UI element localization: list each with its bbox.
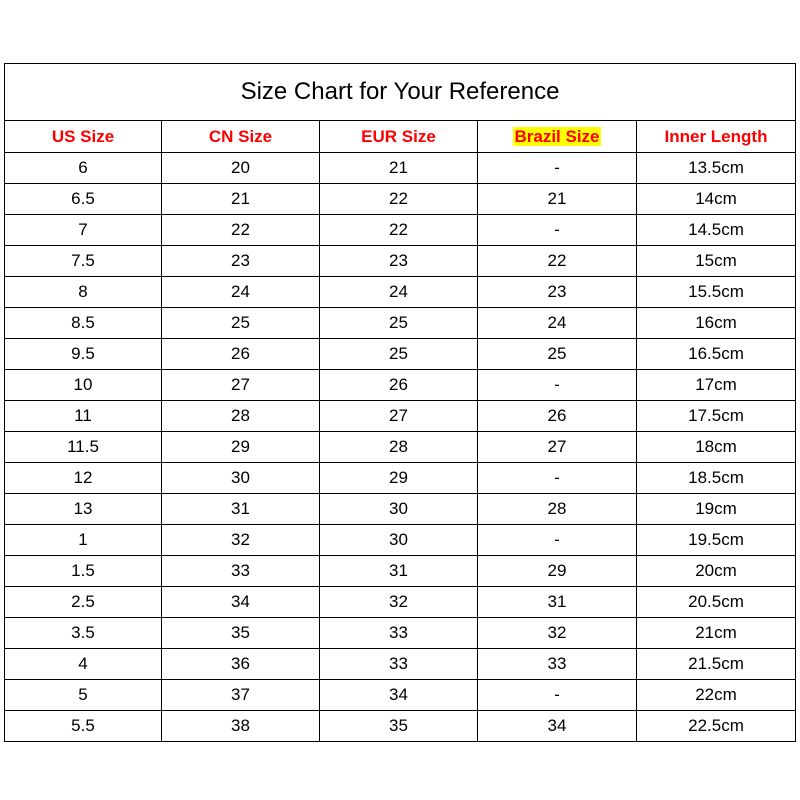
table-row [5, 246, 796, 277]
us-size-cell: 6 [5, 153, 162, 184]
eur-size-cell: 32 [320, 587, 478, 618]
brazil-size-cell: 29 [478, 556, 637, 587]
table-row [5, 680, 796, 711]
eur-size-cell: 30 [320, 494, 478, 525]
table-row [5, 401, 796, 432]
inner-length-cell: 15.5cm [637, 277, 796, 308]
brazil-size-cell: - [478, 463, 637, 494]
header-row [5, 121, 796, 153]
eur-size-cell: 28 [320, 432, 478, 463]
inner-length-cell: 21.5cm [637, 649, 796, 680]
inner-length-cell: 17cm [637, 370, 796, 401]
cn-size-cell: 38 [162, 711, 320, 742]
eur-size-cell: 21 [320, 153, 478, 184]
us-size-cell: 7 [5, 215, 162, 246]
eur-size-cell: 25 [320, 308, 478, 339]
cn-size-cell: 21 [162, 184, 320, 215]
us-size-cell: 1 [5, 525, 162, 556]
us-size-cell: 5 [5, 680, 162, 711]
cn-size-cell: 26 [162, 339, 320, 370]
table-row [5, 153, 796, 184]
brazil-size-cell: 31 [478, 587, 637, 618]
brazil-size-cell: 23 [478, 277, 637, 308]
brazil-size-cell: 33 [478, 649, 637, 680]
eur-size-cell: 24 [320, 277, 478, 308]
table-row [5, 649, 796, 680]
table-row [5, 587, 796, 618]
us-size-cell: 9.5 [5, 339, 162, 370]
cn-size-cell: 35 [162, 618, 320, 649]
brazil-size-cell: 26 [478, 401, 637, 432]
eur-size-cell: 27 [320, 401, 478, 432]
us-size-cell: 13 [5, 494, 162, 525]
inner-length-cell: 14.5cm [637, 215, 796, 246]
cn-size-cell: 29 [162, 432, 320, 463]
brazil-size-cell: - [478, 370, 637, 401]
us-size-cell: 5.5 [5, 711, 162, 742]
inner-length-cell: 19cm [637, 494, 796, 525]
us-size-cell: 3.5 [5, 618, 162, 649]
title-row [5, 64, 796, 121]
brazil-size-cell: 22 [478, 246, 637, 277]
cn-size-cell: 27 [162, 370, 320, 401]
us-size-cell: 2.5 [5, 587, 162, 618]
eur-size-cell: 33 [320, 649, 478, 680]
eur-size-cell: 34 [320, 680, 478, 711]
cn-size-cell: 30 [162, 463, 320, 494]
inner-length-cell: 18cm [637, 432, 796, 463]
table-row [5, 494, 796, 525]
eur-size-cell: 22 [320, 184, 478, 215]
brazil-size-highlight: Brazil Size [514, 126, 600, 146]
header-us-size: US Size [5, 121, 162, 153]
cn-size-cell: 20 [162, 153, 320, 184]
brazil-size-cell: 27 [478, 432, 637, 463]
header-cn-size: CN Size [162, 121, 320, 153]
eur-size-cell: 22 [320, 215, 478, 246]
table-row [5, 525, 796, 556]
header-brazil-size [478, 121, 637, 153]
table-row [5, 463, 796, 494]
brazil-size-cell: 32 [478, 618, 637, 649]
cn-size-cell: 31 [162, 494, 320, 525]
table-row [5, 339, 796, 370]
inner-length-cell: 16.5cm [637, 339, 796, 370]
table-row [5, 711, 796, 742]
us-size-cell: 8.5 [5, 308, 162, 339]
us-size-cell: 12 [5, 463, 162, 494]
cn-size-cell: 37 [162, 680, 320, 711]
us-size-cell: 10 [5, 370, 162, 401]
inner-length-cell: 22.5cm [637, 711, 796, 742]
inner-length-cell: 13.5cm [637, 153, 796, 184]
table-row [5, 184, 796, 215]
eur-size-cell: 26 [320, 370, 478, 401]
eur-size-cell: 35 [320, 711, 478, 742]
inner-length-cell: 17.5cm [637, 401, 796, 432]
eur-size-cell: 33 [320, 618, 478, 649]
cn-size-cell: 28 [162, 401, 320, 432]
brazil-size-cell: 21 [478, 184, 637, 215]
eur-size-cell: 30 [320, 525, 478, 556]
table-row [5, 277, 796, 308]
cn-size-cell: 24 [162, 277, 320, 308]
us-size-cell: 8 [5, 277, 162, 308]
cn-size-cell: 23 [162, 246, 320, 277]
table-row [5, 370, 796, 401]
us-size-cell: 11.5 [5, 432, 162, 463]
eur-size-cell: 23 [320, 246, 478, 277]
inner-length-cell: 21cm [637, 618, 796, 649]
eur-size-cell: 31 [320, 556, 478, 587]
eur-size-cell: 29 [320, 463, 478, 494]
inner-length-cell: 22cm [637, 680, 796, 711]
table-row [5, 215, 796, 246]
inner-length-cell: 20cm [637, 556, 796, 587]
table-row [5, 308, 796, 339]
cn-size-cell: 25 [162, 308, 320, 339]
us-size-cell: 11 [5, 401, 162, 432]
table-row [5, 618, 796, 649]
cn-size-cell: 32 [162, 525, 320, 556]
size-chart-table [4, 63, 796, 742]
table-row [5, 432, 796, 463]
cn-size-cell: 22 [162, 215, 320, 246]
inner-length-cell: 15cm [637, 246, 796, 277]
brazil-size-cell: - [478, 525, 637, 556]
cn-size-cell: 34 [162, 587, 320, 618]
inner-length-cell: 16cm [637, 308, 796, 339]
inner-length-cell: 20.5cm [637, 587, 796, 618]
cn-size-cell: 33 [162, 556, 320, 587]
inner-length-cell: 14cm [637, 184, 796, 215]
us-size-cell: 4 [5, 649, 162, 680]
us-size-cell: 7.5 [5, 246, 162, 277]
brazil-size-cell: 28 [478, 494, 637, 525]
brazil-size-cell: 34 [478, 711, 637, 742]
eur-size-cell: 25 [320, 339, 478, 370]
brazil-size-cell: 25 [478, 339, 637, 370]
header-eur-size: EUR Size [320, 121, 478, 153]
us-size-cell: 6.5 [5, 184, 162, 215]
chart-title: Size Chart for Your Reference [5, 64, 796, 121]
cn-size-cell: 36 [162, 649, 320, 680]
header-inner-length: Inner Length [637, 121, 796, 153]
brazil-size-cell: - [478, 680, 637, 711]
chart-body [5, 153, 796, 742]
us-size-cell: 1.5 [5, 556, 162, 587]
inner-length-cell: 19.5cm [637, 525, 796, 556]
inner-length-cell: 18.5cm [637, 463, 796, 494]
table-row [5, 556, 796, 587]
brazil-size-cell: - [478, 153, 637, 184]
brazil-size-cell: - [478, 215, 637, 246]
brazil-size-cell: 24 [478, 308, 637, 339]
